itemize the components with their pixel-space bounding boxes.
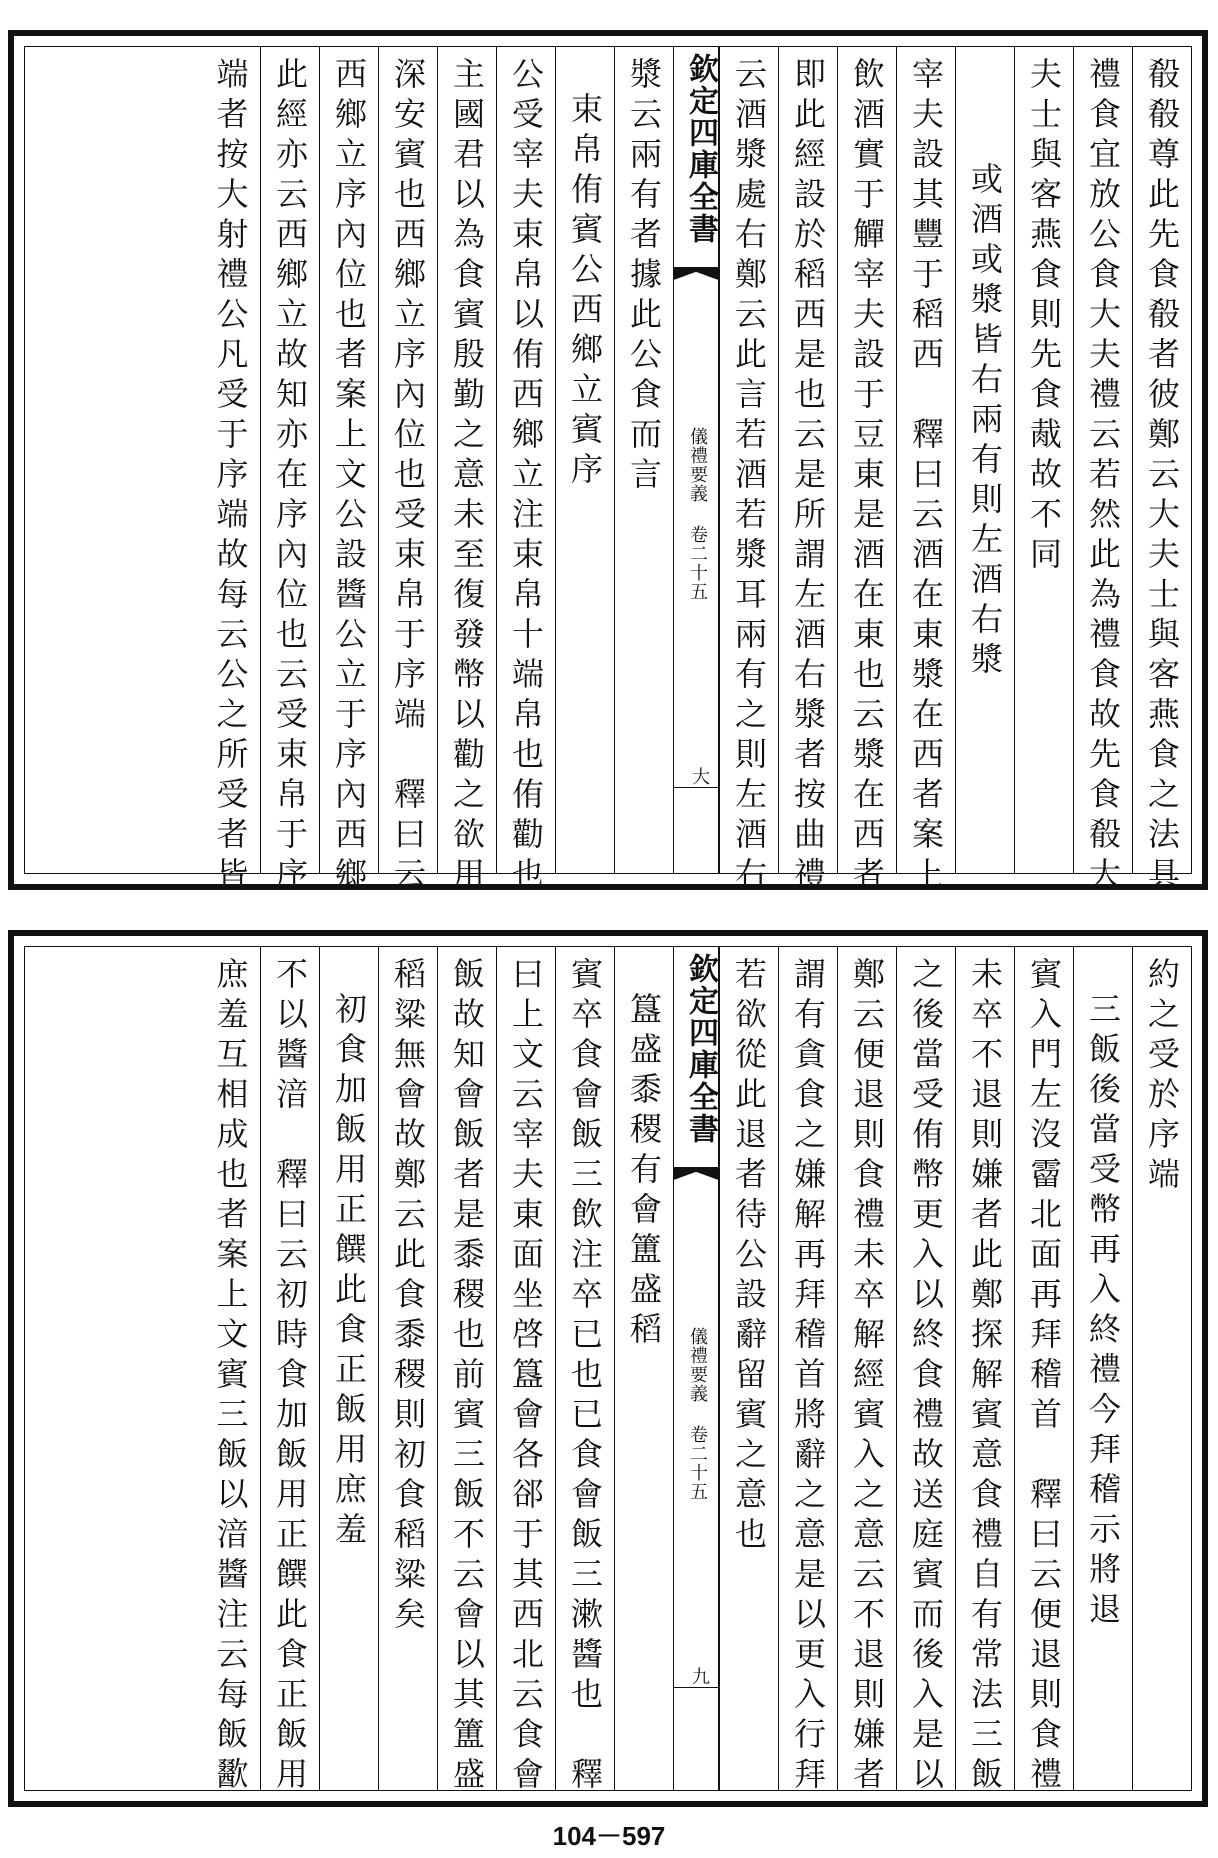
top-page-columns: [24, 46, 1192, 897]
text-column: [260, 947, 319, 1797]
text-column: [555, 47, 614, 873]
text-column: [896, 947, 955, 1797]
text-column: [614, 47, 673, 873]
bottom-page: [8, 930, 1208, 1807]
column-text: 稻粱無會故鄭云此食黍稷則初食稻粱矣: [389, 957, 427, 1637]
text-column: [201, 947, 260, 1797]
text-column: [496, 47, 555, 897]
page-number: 104－597: [552, 1821, 666, 1851]
fishtail-mark-icon: [674, 267, 718, 297]
column-text: 束帛侑賓公西鄉立賓序: [566, 92, 604, 492]
text-column: [778, 947, 837, 1797]
text-column: [614, 947, 673, 1790]
text-column: [1073, 947, 1132, 1790]
book-banner: [673, 47, 719, 873]
column-text: 夫士與客燕食則先食胾故不同: [1025, 57, 1063, 577]
column-text: 飯故知會飯者是黍稷也前賓三飯不云會以其簠盛: [448, 957, 486, 1797]
text-column: [1073, 47, 1132, 897]
column-text: 禮食宜放公食大夫禮云若然此為禮食故先食殽大: [1084, 57, 1122, 897]
text-column: [1014, 947, 1073, 1797]
column-text: 漿云兩有者據此公食而言: [625, 57, 663, 497]
column-text: 公受宰夫束帛以侑西鄉立注束帛十端帛也侑勸也: [507, 57, 545, 897]
text-column: [1014, 47, 1073, 873]
column-text: 端者按大射禮公凡受于序端故每云公之所受者皆: [211, 57, 250, 897]
top-page: [8, 30, 1208, 897]
column-text: 即此經設於稻西是也云是所謂左酒右漿者按曲禮: [789, 57, 827, 897]
text-column: [1132, 947, 1191, 1790]
text-column: [719, 47, 778, 897]
column-text: 初食加飯用正饌此食正飯用庶羞: [330, 992, 368, 1552]
text-column: [496, 947, 555, 1797]
volume-label: 儀禮要義 卷二十五: [687, 1327, 708, 1501]
text-column: [896, 47, 955, 897]
column-text: 深安賓也西鄉立序內位也受束帛于序端 釋曰云: [389, 57, 427, 897]
column-text: 鄭云便退則食禮未卒解經賓入之意云不退則嫌者: [848, 957, 886, 1797]
book-title: 欽定四庫全書: [683, 53, 718, 245]
book-title: 欽定四庫全書: [683, 953, 718, 1145]
text-column: [837, 47, 896, 897]
text-column: [378, 947, 437, 1790]
column-text: 主國君以為食賓殷勤之意未至復發幣以勸之欲用: [448, 57, 486, 897]
text-column: [437, 47, 496, 897]
leaf-number: 大: [689, 767, 710, 785]
column-text: 或酒或漿皆右兩有則左酒右漿: [966, 162, 1004, 682]
text-column: [837, 947, 896, 1797]
text-column: [378, 47, 437, 897]
column-text: 此經亦云西鄉立故知亦在序內位也云受束帛于序: [271, 57, 309, 897]
column-text: 飲酒實于觶宰夫設于豆東是酒在東也云漿在西者: [848, 57, 886, 897]
volume-label: 儀禮要義 卷二十五: [687, 427, 708, 601]
column-text: 若欲從此退者待公設辭留賓之意也: [730, 957, 768, 1557]
text-column: [260, 47, 319, 897]
text-column: [955, 947, 1014, 1797]
column-text: 謂有貪食之嫌解再拜稽首將辭之意是以更入行拜: [789, 957, 827, 1797]
column-text: 宰夫設其豐于稻西 釋曰云酒在東漿在西者案上: [907, 57, 945, 897]
banner-divider: [674, 1687, 718, 1688]
column-text: 云酒漿處右鄭云此言若酒若漿耳兩有之則左酒右: [730, 57, 768, 897]
column-text: 賓入門左沒霤北面再拜稽首 釋曰云便退則食禮: [1025, 957, 1063, 1797]
text-column: [555, 947, 614, 1797]
text-column: [319, 947, 378, 1790]
column-text: 曰上文云宰夫東面坐啓簋會各郤于其西北云食會: [507, 957, 545, 1797]
text-column: [201, 47, 260, 897]
column-text: 約之受於序端: [1143, 957, 1181, 1197]
bottom-page-columns: [24, 946, 1192, 1797]
fishtail-mark-icon: [674, 1167, 718, 1197]
column-text: 未卒不退則嫌者此鄭探解賓意食禮自有常法三飯: [966, 957, 1004, 1797]
banner-divider: [674, 787, 718, 788]
column-text: 西鄉立序內位也者案上文公設醬公立于序內西鄉: [330, 57, 368, 897]
column-text: 賓卒食會飯三飲注卒已也已食會飯三漱醬也 釋: [566, 957, 604, 1797]
text-column: [955, 47, 1014, 873]
book-banner: [673, 947, 719, 1790]
column-text: 不以醬湆 釋曰云初時食加飯用正饌此食正飯用: [271, 957, 309, 1797]
column-text: 之後當受侑幣更入以終食禮故送庭賓而後入是以: [907, 957, 945, 1797]
column-text: 簋盛黍稷有會簠盛稻: [625, 992, 663, 1352]
text-column: [719, 947, 778, 1790]
leaf-number: 九: [689, 1667, 710, 1685]
column-text: 三飯後當受幣再入終禮今拜稽示將退: [1084, 992, 1122, 1632]
text-column: [437, 947, 496, 1797]
column-text: 殽殽尊此先食殽者彼鄭云大夫士與客燕食之法具: [1143, 57, 1181, 897]
text-column: [1132, 47, 1191, 897]
text-column: [778, 47, 837, 897]
column-text: 庶羞互相成也者案上文賓三飯以湆醬注云每飯歠: [211, 957, 250, 1797]
text-column: [319, 47, 378, 897]
